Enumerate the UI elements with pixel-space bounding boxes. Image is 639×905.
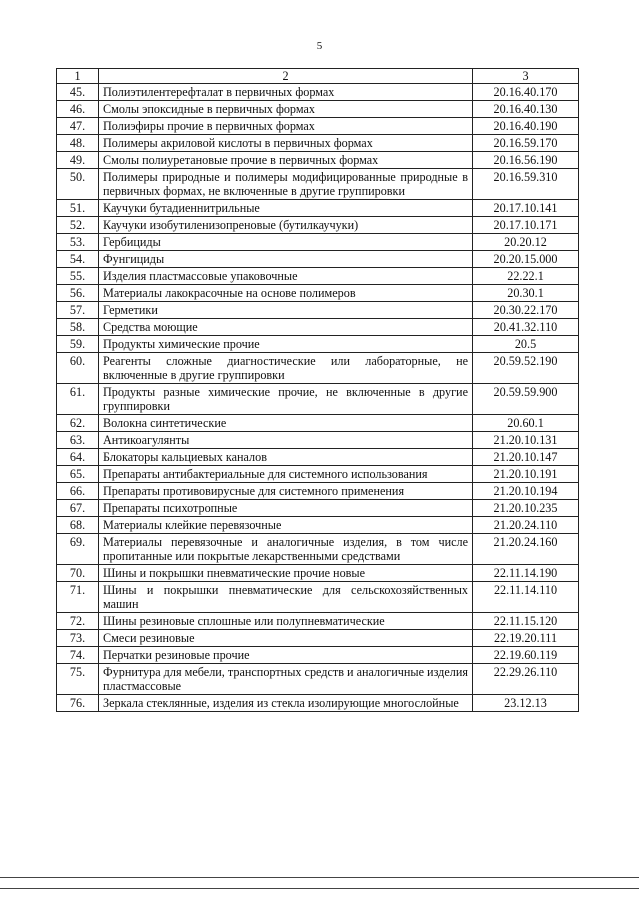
row-number-cell: 74. bbox=[57, 647, 99, 664]
row-number-cell: 76. bbox=[57, 695, 99, 712]
row-code-cell: 21.20.24.110 bbox=[473, 517, 579, 534]
row-name-cell: Материалы перевязочные и аналогичные изделия, в том числе пропитанные или покрытые лекарственными средствами bbox=[99, 534, 473, 565]
row-code-cell: 22.22.1 bbox=[473, 268, 579, 285]
row-code-cell: 20.16.59.310 bbox=[473, 169, 579, 200]
row-number-cell: 47. bbox=[57, 118, 99, 135]
row-code-cell: 20.60.1 bbox=[473, 415, 579, 432]
header-cell-name: 2 bbox=[99, 69, 473, 84]
table-row bbox=[57, 517, 579, 534]
row-number-cell: 53. bbox=[57, 234, 99, 251]
page-bottom-rule bbox=[0, 877, 639, 878]
row-number-cell: 70. bbox=[57, 565, 99, 582]
row-number-cell: 61. bbox=[57, 384, 99, 415]
row-name-cell: Каучуки изобутиленизопреновые (бутилкаучуки) bbox=[99, 217, 473, 234]
row-code-cell: 20.17.10.141 bbox=[473, 200, 579, 217]
row-name-cell: Шины и покрышки пневматические для сельскохозяйственных машин bbox=[99, 582, 473, 613]
row-name-cell: Смеси резиновые bbox=[99, 630, 473, 647]
row-number-cell: 69. bbox=[57, 534, 99, 565]
row-name-cell: Гербициды bbox=[99, 234, 473, 251]
row-number-cell: 62. bbox=[57, 415, 99, 432]
row-code-cell: 20.30.1 bbox=[473, 285, 579, 302]
row-number-cell: 65. bbox=[57, 466, 99, 483]
row-number-cell: 66. bbox=[57, 483, 99, 500]
header-cell-code: 3 bbox=[473, 69, 579, 84]
row-code-cell: 23.12.13 bbox=[473, 695, 579, 712]
row-number-cell: 46. bbox=[57, 101, 99, 118]
row-number-cell: 51. bbox=[57, 200, 99, 217]
row-code-cell: 20.16.59.170 bbox=[473, 135, 579, 152]
row-code-cell: 20.59.52.190 bbox=[473, 353, 579, 384]
row-name-cell: Полимеры акриловой кислоты в первичных формах bbox=[99, 135, 473, 152]
table-row bbox=[57, 336, 579, 353]
classification-table bbox=[56, 68, 579, 712]
table-row bbox=[57, 647, 579, 664]
table-row bbox=[57, 449, 579, 466]
row-name-cell: Зеркала стеклянные, изделия из стекла изолирующие многослойные bbox=[99, 695, 473, 712]
row-number-cell: 56. bbox=[57, 285, 99, 302]
row-code-cell: 20.59.59.900 bbox=[473, 384, 579, 415]
row-code-cell: 20.16.40.130 bbox=[473, 101, 579, 118]
table-row bbox=[57, 200, 579, 217]
row-name-cell: Полиэтилентерефталат в первичных формах bbox=[99, 84, 473, 101]
table-row bbox=[57, 152, 579, 169]
table-row bbox=[57, 84, 579, 101]
row-name-cell: Полиэфиры прочие в первичных формах bbox=[99, 118, 473, 135]
row-number-cell: 75. bbox=[57, 664, 99, 695]
row-code-cell: 21.20.10.191 bbox=[473, 466, 579, 483]
table-row bbox=[57, 415, 579, 432]
row-code-cell: 22.11.14.190 bbox=[473, 565, 579, 582]
row-code-cell: 20.20.15.000 bbox=[473, 251, 579, 268]
table-row bbox=[57, 101, 579, 118]
row-name-cell: Шины и покрышки пневматические прочие новые bbox=[99, 565, 473, 582]
header-cell-number: 1 bbox=[57, 69, 99, 84]
table-row bbox=[57, 251, 579, 268]
table-row bbox=[57, 268, 579, 285]
row-name-cell: Волокна синтетические bbox=[99, 415, 473, 432]
row-number-cell: 68. bbox=[57, 517, 99, 534]
row-name-cell: Каучуки бутадиеннитрильные bbox=[99, 200, 473, 217]
row-code-cell: 20.17.10.171 bbox=[473, 217, 579, 234]
row-number-cell: 63. bbox=[57, 432, 99, 449]
row-code-cell: 20.41.32.110 bbox=[473, 319, 579, 336]
row-number-cell: 73. bbox=[57, 630, 99, 647]
row-code-cell: 21.20.10.131 bbox=[473, 432, 579, 449]
row-code-cell: 20.5 bbox=[473, 336, 579, 353]
row-name-cell: Герметики bbox=[99, 302, 473, 319]
table-row bbox=[57, 664, 579, 695]
row-code-cell: 22.19.20.111 bbox=[473, 630, 579, 647]
table-row bbox=[57, 135, 579, 152]
table-header-row bbox=[57, 69, 579, 84]
row-name-cell: Фурнитура для мебели, транспортных средств и аналогичные изделия пластмассовые bbox=[99, 664, 473, 695]
row-number-cell: 58. bbox=[57, 319, 99, 336]
row-number-cell: 64. bbox=[57, 449, 99, 466]
table-row bbox=[57, 534, 579, 565]
table-row bbox=[57, 466, 579, 483]
row-name-cell: Перчатки резиновые прочие bbox=[99, 647, 473, 664]
row-name-cell: Препараты психотропные bbox=[99, 500, 473, 517]
row-name-cell: Блокаторы кальциевых каналов bbox=[99, 449, 473, 466]
row-name-cell: Средства моющие bbox=[99, 319, 473, 336]
row-code-cell: 22.11.14.110 bbox=[473, 582, 579, 613]
table-row bbox=[57, 483, 579, 500]
row-number-cell: 59. bbox=[57, 336, 99, 353]
table-body bbox=[57, 69, 579, 712]
table-row bbox=[57, 695, 579, 712]
row-number-cell: 67. bbox=[57, 500, 99, 517]
row-name-cell: Препараты противовирусные для системного применения bbox=[99, 483, 473, 500]
row-name-cell: Шины резиновые сплошные или полупневматические bbox=[99, 613, 473, 630]
row-name-cell: Реагенты сложные диагностические или лабораторные, не включенные в другие группировки bbox=[99, 353, 473, 384]
row-number-cell: 60. bbox=[57, 353, 99, 384]
page-bottom-rule bbox=[0, 888, 639, 889]
row-code-cell: 21.20.24.160 bbox=[473, 534, 579, 565]
table-row bbox=[57, 565, 579, 582]
row-code-cell: 20.16.40.190 bbox=[473, 118, 579, 135]
row-name-cell: Антикоагулянты bbox=[99, 432, 473, 449]
row-code-cell: 20.16.40.170 bbox=[473, 84, 579, 101]
row-number-cell: 57. bbox=[57, 302, 99, 319]
table-row bbox=[57, 353, 579, 384]
row-name-cell: Изделия пластмассовые упаковочные bbox=[99, 268, 473, 285]
row-code-cell: 21.20.10.147 bbox=[473, 449, 579, 466]
table-row bbox=[57, 500, 579, 517]
row-name-cell: Фунгициды bbox=[99, 251, 473, 268]
row-code-cell: 20.30.22.170 bbox=[473, 302, 579, 319]
row-number-cell: 45. bbox=[57, 84, 99, 101]
row-code-cell: 20.20.12 bbox=[473, 234, 579, 251]
row-name-cell: Материалы клейкие перевязочные bbox=[99, 517, 473, 534]
row-number-cell: 54. bbox=[57, 251, 99, 268]
row-number-cell: 48. bbox=[57, 135, 99, 152]
table-row bbox=[57, 285, 579, 302]
table-row bbox=[57, 319, 579, 336]
row-code-cell: 20.16.56.190 bbox=[473, 152, 579, 169]
page-number: 5 bbox=[316, 40, 323, 52]
table-row bbox=[57, 169, 579, 200]
row-name-cell: Материалы лакокрасочные на основе полимеров bbox=[99, 285, 473, 302]
row-name-cell: Смолы эпоксидные в первичных формах bbox=[99, 101, 473, 118]
row-code-cell: 22.19.60.119 bbox=[473, 647, 579, 664]
table-row bbox=[57, 118, 579, 135]
row-name-cell: Препараты антибактериальные для системного использования bbox=[99, 466, 473, 483]
row-code-cell: 22.11.15.120 bbox=[473, 613, 579, 630]
table-row bbox=[57, 432, 579, 449]
row-code-cell: 21.20.10.194 bbox=[473, 483, 579, 500]
row-number-cell: 55. bbox=[57, 268, 99, 285]
row-name-cell: Смолы полиуретановые прочие в первичных формах bbox=[99, 152, 473, 169]
table-row bbox=[57, 234, 579, 251]
row-name-cell: Продукты разные химические прочие, не включенные в другие группировки bbox=[99, 384, 473, 415]
row-number-cell: 52. bbox=[57, 217, 99, 234]
table-row bbox=[57, 630, 579, 647]
table-row bbox=[57, 582, 579, 613]
row-code-cell: 22.29.26.110 bbox=[473, 664, 579, 695]
row-name-cell: Продукты химические прочие bbox=[99, 336, 473, 353]
table-row bbox=[57, 613, 579, 630]
row-number-cell: 49. bbox=[57, 152, 99, 169]
table-row bbox=[57, 302, 579, 319]
row-code-cell: 21.20.10.235 bbox=[473, 500, 579, 517]
row-number-cell: 71. bbox=[57, 582, 99, 613]
row-name-cell: Полимеры природные и полимеры модифицированные природные в первичных формах, не включенные в другие группировки bbox=[99, 169, 473, 200]
table-row bbox=[57, 384, 579, 415]
table-row bbox=[57, 217, 579, 234]
row-number-cell: 50. bbox=[57, 169, 99, 200]
row-number-cell: 72. bbox=[57, 613, 99, 630]
